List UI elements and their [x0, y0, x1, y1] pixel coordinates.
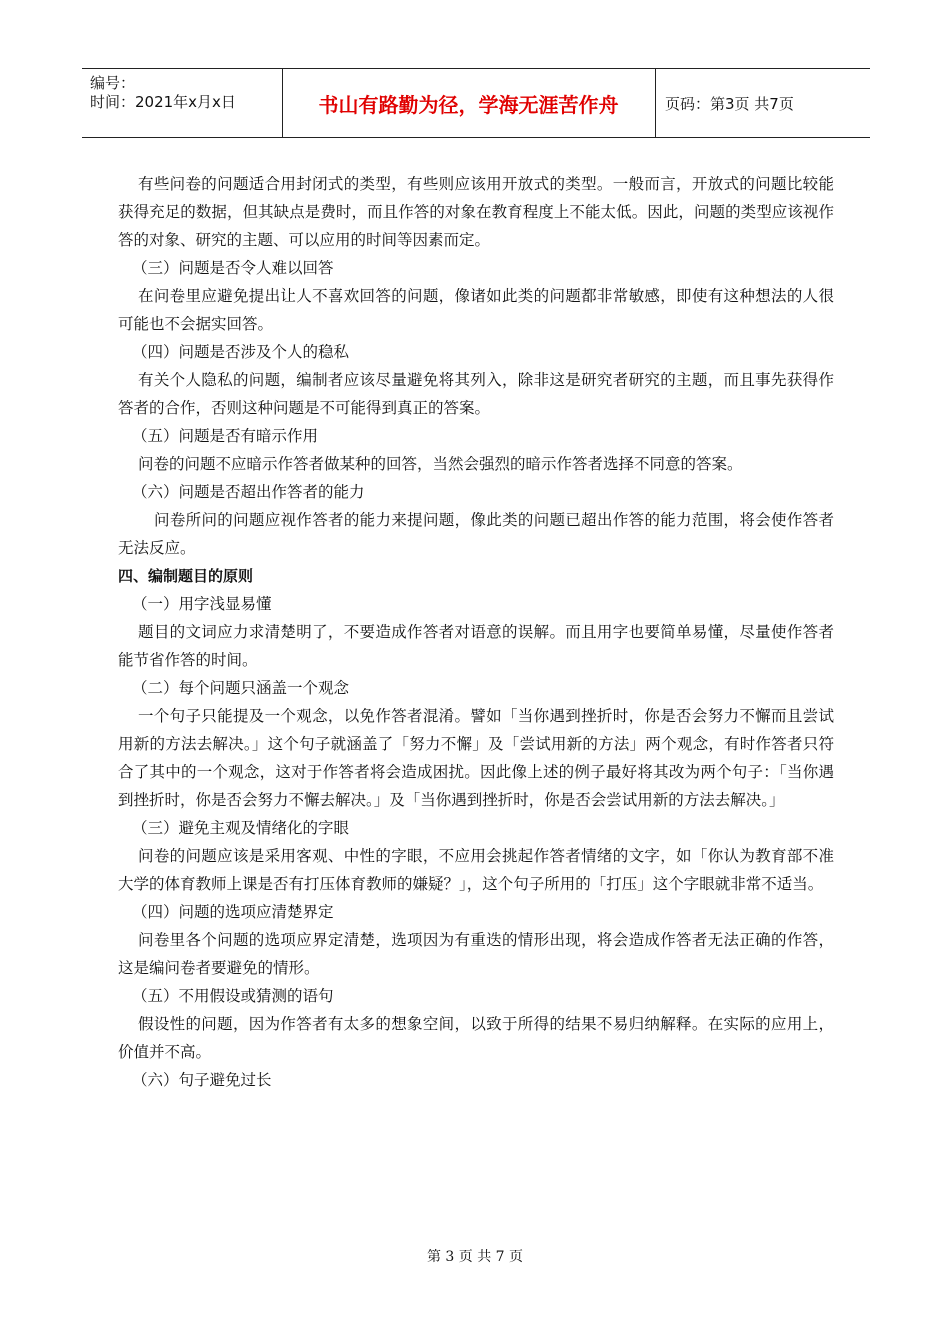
body-paragraph: 问卷里各个问题的选项应界定清楚，选项因为有重迭的情形出现，将会造成作答者无法正确的作答，这是编问卷者要避免的情形。 — [118, 931, 834, 977]
document-date-label: 时间：2021年x月x日 — [90, 93, 236, 111]
body-paragraph: 问卷所问的问题应视作答者的能力来提问题，像此类的问题已超出作答的能力范围，将会使作答者无法反应。 — [118, 511, 834, 557]
subsection-heading: （六）句子避免过长 — [132, 1071, 272, 1089]
subsection-heading: （三）问题是否令人难以回答 — [132, 259, 334, 277]
body-paragraph: 有些问卷的问题适合用封闭式的类型，有些则应该用开放式的类型。一般而言，开放式的问题比较能获得充足的数据，但其缺点是费时，而且作答的对象在教育程度上不能太低。因此，问题的类型应该视作答的对象、研究的主题、可以应用的时间等因素而定。 — [118, 175, 834, 249]
subsection-heading: （四）问题是否涉及个人的稳私 — [132, 343, 350, 361]
subsection-heading: （四）问题的选项应清楚界定 — [132, 903, 334, 921]
header-page-number: 页码：第3页 共7页 — [665, 94, 794, 113]
body-paragraph: 题目的文词应力求清楚明了，不要造成作答者对语意的误解。而且用字也要简单易懂，尽量使作答者能节省作答的时间。 — [118, 623, 834, 669]
body-paragraph: 问卷的问题不应暗示作答者做某种的回答，当然会强烈的暗示作答者选择不同意的答案。 — [138, 455, 743, 473]
header-page-cell — [655, 69, 870, 137]
body-paragraph: 一个句子只能提及一个观念，以免作答者混淆。譬如「当你遇到挫折时，你是否会努力不懈而且尝试用新的方法去解决。」这个句子就涵盖了「努力不懈」及「尝试用新的方法」两个观念，有时作答者只符合了其中的一个观念，这对于作答者将会造成困扰。因此像上述的例子最好将其改为两个句子：「当你遇到挫折时，你是否会努力不懈去解决。」及「当你遇到挫折时，你是否会尝试用新的方法去解决。」 — [118, 707, 834, 809]
section-heading: 四、编制题目的原则 — [118, 567, 254, 585]
header-motto-cell — [282, 69, 656, 137]
header-motto: 书山有路勤为径，学海无涯苦作舟 — [318, 92, 619, 117]
subsection-heading: （六）问题是否超出作答者的能力 — [132, 483, 365, 501]
subsection-heading: （五）不用假设或猜测的语句 — [132, 987, 334, 1005]
body-paragraph: 有关个人隐私的问题，编制者应该尽量避免将其列入，除非这是研究者研究的主题，而且事先获得作答者的合作，否则这种问题是不可能得到真正的答案。 — [118, 371, 834, 417]
document-number-label: 编号： — [90, 74, 136, 92]
subsection-heading: （三）避免主观及情绪化的字眼 — [132, 819, 350, 837]
subsection-heading: （二）每个问题只涵盖一个观念 — [132, 679, 350, 697]
header-meta — [82, 69, 283, 137]
body-paragraph: 假设性的问题，因为作答者有太多的想象空间，以致于所得的结果不易归纳解释。在实际的应用上，价值并不高。 — [118, 1015, 834, 1061]
subsection-heading: （一）用字浅显易懂 — [132, 595, 272, 613]
body-paragraph: 在问卷里应避免提出让人不喜欢回答的问题，像诸如此类的问题都非常敏感，即使有这种想法的人很可能也不会据实回答。 — [118, 287, 834, 333]
document-body — [118, 170, 834, 1094]
subsection-heading: （五）问题是否有暗示作用 — [132, 427, 319, 445]
page-header — [82, 68, 870, 138]
page-footer: 第 3 页 共 7 页 — [426, 1249, 524, 1265]
body-paragraph: 问卷的问题应该是采用客观、中性的字眼，不应用会挑起作答者情绪的文字，如「你认为教育部不准大学的体育教师上课是否有打压体育教师的嫌疑？」，这个句子所用的「打压」这个字眼就非常不适当。 — [118, 847, 834, 893]
